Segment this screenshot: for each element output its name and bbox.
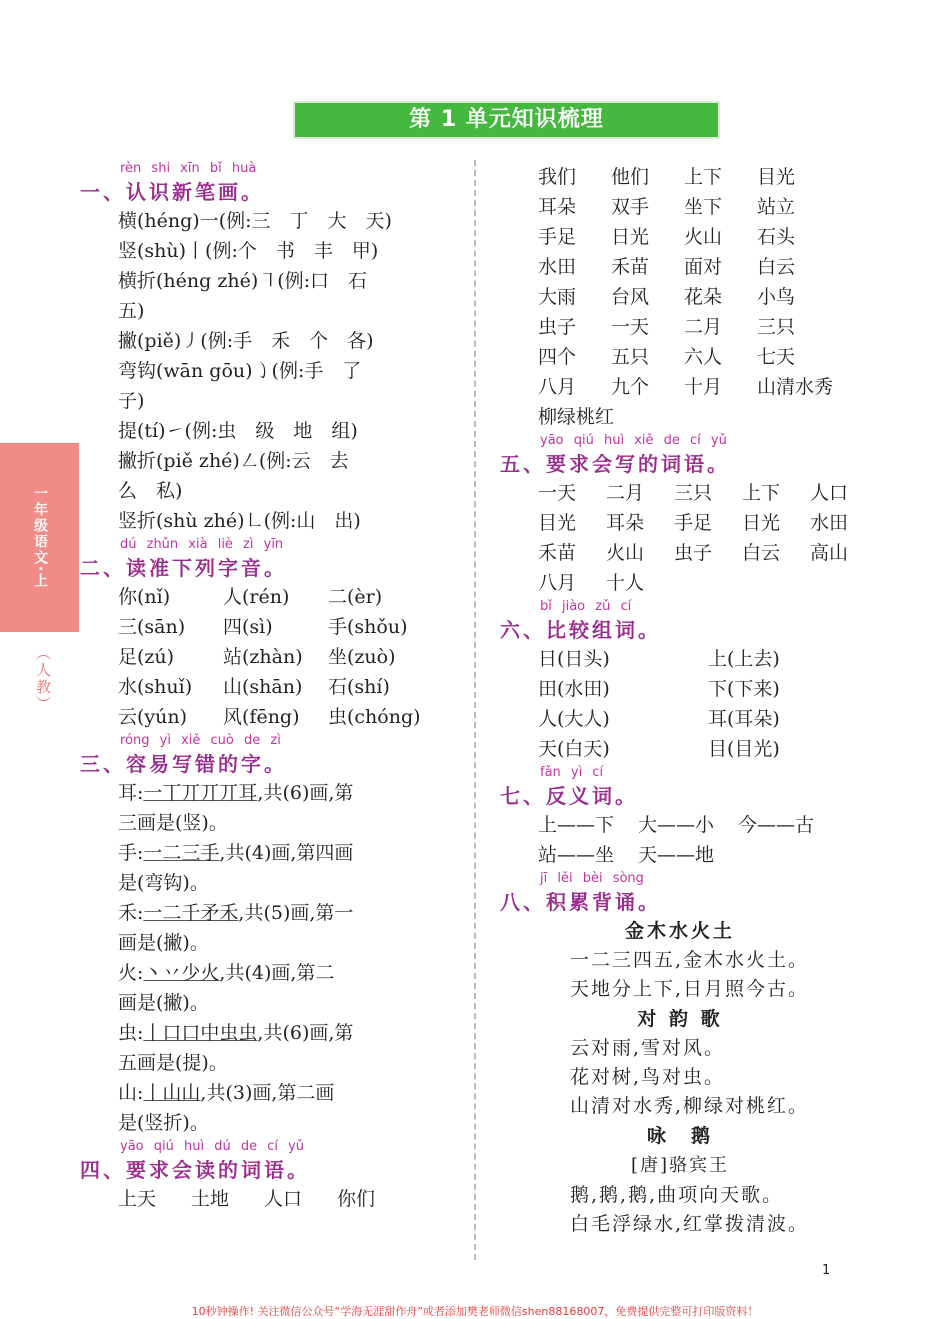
s3-item-cont: 是(竖折)。 (118, 1112, 209, 1134)
section-2-pinyin: dú zhǔn xià liè zì yīn (120, 537, 284, 552)
s1-line: 五) (118, 300, 145, 322)
s2-row: 你(nǐ) 人(rén) 二(èr) (118, 586, 383, 608)
s3-item: 手:一二三手,共(4)画,第四画 (118, 842, 354, 864)
s1-line: 撇折(piě zhé)㇜(例:云 去 (118, 450, 349, 472)
s1-line: 撇(piě)㇓(例:手 禾 个 各) (118, 330, 374, 352)
s1-line: 提(tí)㇀(例:虫 级 地 组) (118, 420, 358, 442)
s3-item-cont: 画是(撇)。 (118, 932, 209, 954)
s7-row: 站——坐 天——地 (538, 844, 715, 866)
right-column (500, 162, 860, 1239)
section-5-pinyin: yāo qiú huì xiě de cí yǔ (540, 433, 727, 448)
poem-line: 花对树,鸟对虫。 (570, 1066, 726, 1088)
poem-2-title: 对 韵 歌 (637, 1008, 723, 1030)
s6-row: 田(水田) 下(下来) (538, 678, 780, 700)
section-7-pinyin: fǎn yì cí (540, 765, 604, 780)
s5-row: 禾苗 火山 虫子 白云 高山 (538, 542, 849, 564)
poem-3-title: 咏 鹅 (646, 1125, 713, 1147)
s4-row: 八月 九个 十月 山清水秀 (538, 376, 834, 398)
s4-left-row: 上天 土地 人口 你们 (118, 1188, 376, 1210)
section-3-pinyin: róng yì xiě cuò de zì (120, 733, 281, 748)
s4-row: 水田 禾苗 面对 白云 (538, 256, 796, 278)
section-6-pinyin: bǐ jiào zǔ cí (540, 599, 632, 614)
s3-item: 虫:丨口口中虫虫,共(6)画,第 (118, 1022, 354, 1044)
poem-line: 白毛浮绿水,红掌拨清波。 (570, 1213, 810, 1235)
s6-row: 人(大人) 耳(耳朵) (538, 708, 780, 730)
s1-line: 竖折(shù zhé)㇗(例:山 出) (118, 510, 361, 532)
s4-row: 虫子 一天 二月 三只 (538, 316, 796, 338)
section-7-heading: 七、反义词。 (500, 784, 638, 808)
s4-row: 手足 日光 火山 石头 (538, 226, 796, 248)
poem-line: 云对雨,雪对风。 (570, 1037, 726, 1059)
poem-line: 鹅,鹅,鹅,曲项向天歌。 (570, 1184, 784, 1206)
s3-item: 禾:一二千矛禾,共(5)画,第一 (118, 902, 354, 924)
section-1-heading: 一、认识新笔画。 (80, 180, 264, 204)
s4-row: 耳朵 双手 坐下 站立 (538, 196, 796, 218)
s5-row: 一天 二月 三只 上下 人口 (538, 482, 849, 504)
column-divider (474, 160, 476, 1260)
side-sub-label: （人教） (34, 645, 52, 713)
poem-line: 天地分上下,日月照今古。 (570, 978, 810, 1000)
footer-notice: 10秒钟操作! 关注微信公众号“学海无涯甜作舟”或者添加樊老师微信shen88168007，免费提供完整可打印版资料！ (191, 1305, 759, 1318)
s1-line: 竖(shù)丨(例:个 书 丰 甲) (118, 240, 379, 262)
page-number: 1 (822, 1263, 831, 1278)
s6-row: 天(白天) 目(目光) (538, 738, 780, 760)
s2-row: 三(sān) 四(sì) 手(shǒu) (118, 616, 408, 638)
s5-row: 八月 十人 (538, 572, 645, 594)
section-4-heading: 四、要求会读的词语。 (80, 1158, 310, 1182)
s2-row: 足(zú) 站(zhàn) 坐(zuò) (118, 646, 396, 668)
section-6-heading: 六、比较组词。 (500, 618, 661, 642)
page-title: 第 1 单元知识梳理 (295, 103, 718, 137)
side-tab: 一年级语文·上 (0, 443, 79, 632)
poem-line: 山清对水秀,柳绿对桃红。 (570, 1095, 810, 1117)
s1-line: 横折(héng zhé)㇕(例:口 石 (118, 270, 368, 292)
s4-row: 大雨 台风 花朵 小鸟 (538, 286, 796, 308)
poem-3-author: [唐]骆宾王 (630, 1155, 730, 1176)
section-3-heading: 三、容易写错的字。 (80, 752, 287, 776)
s1-line: 横(héng)一(例:三 丁 大 天) (118, 210, 392, 232)
s4-row: 四个 五只 六人 七天 (538, 346, 796, 368)
s3-item-cont: 画是(撇)。 (118, 992, 209, 1014)
s1-line: 么 私) (118, 480, 183, 502)
left-column (80, 160, 460, 1214)
s4-row: 柳绿桃红 (538, 406, 615, 428)
s1-line: 子) (118, 390, 145, 412)
s3-item-cont: 是(弯钩)。 (118, 872, 209, 894)
s2-row: 云(yún) 风(fēng) 虫(chóng) (118, 706, 421, 728)
poem-line: 一二三四五,金木水火土。 (570, 949, 810, 971)
s3-item: 山:丨山山,共(3)画,第二画 (118, 1082, 335, 1104)
s6-row: 日(日头) 上(上去) (538, 648, 780, 670)
s3-item: 耳:一丅丌丌丌耳,共(6)画,第 (118, 782, 354, 804)
poem-1-title: 金木水火土 (624, 920, 735, 942)
section-4-pinyin: yāo qiú huì dú de cí yǔ (120, 1139, 305, 1154)
s1-line: 弯钩(wān gōu)㇁(例:手 了 (118, 360, 362, 382)
section-1-pinyin: rèn shi xīn bǐ huà (120, 161, 257, 176)
section-5-heading: 五、要求会写的词语。 (500, 452, 730, 476)
s5-row: 目光 耳朵 手足 日光 水田 (538, 512, 849, 534)
s3-item: 火:丶丷少火,共(4)画,第二 (118, 962, 335, 984)
section-2-heading: 二、读准下列字音。 (80, 556, 287, 580)
section-8-pinyin: jī lěi bèi sòng (540, 871, 644, 886)
s2-row: 水(shuǐ) 山(shān) 石(shí) (118, 676, 390, 698)
s3-item-cont: 三画是(竖)。 (118, 812, 228, 834)
s4-row: 我们 他们 上下 目光 (538, 166, 796, 188)
s3-item-cont: 五画是(提)。 (118, 1052, 228, 1074)
section-8-heading: 八、积累背诵。 (500, 890, 661, 914)
s7-row: 上——下 大——小 今——古 (538, 814, 815, 836)
